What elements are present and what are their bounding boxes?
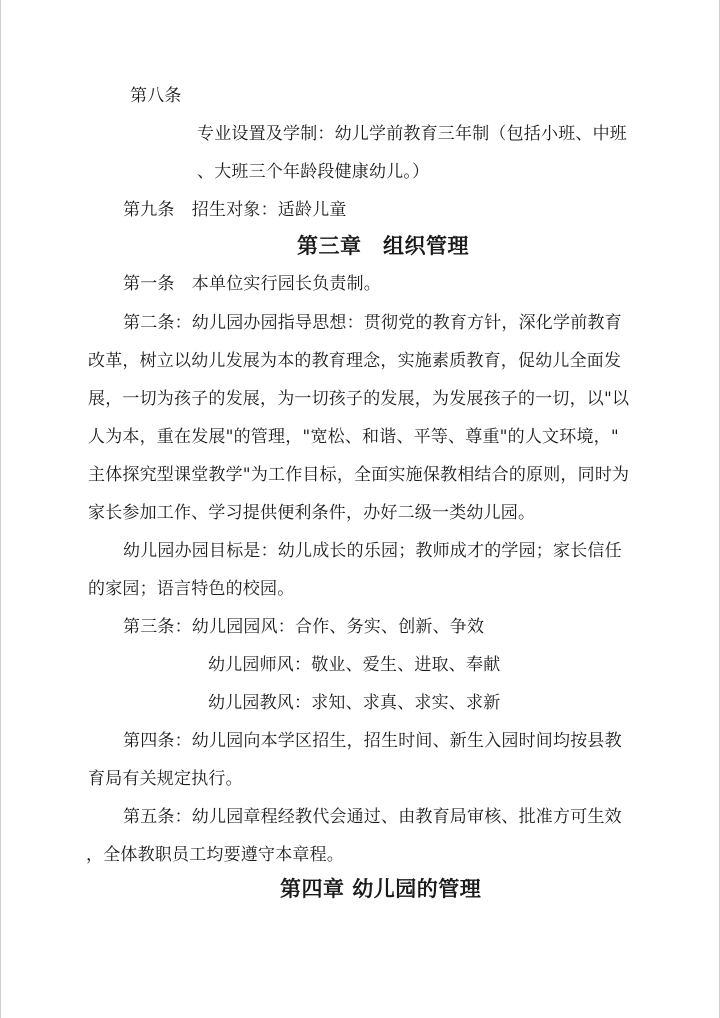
article-4-line-1: 第四条：幼儿园向本学区招生，招生时间、新生入园时间均按县教 — [123, 731, 622, 751]
article-9-line: 第九条 招生对象：适龄儿童 — [123, 200, 347, 220]
article-2-line-1: 第二条：幼儿园办园指导思想：贯彻党的教育方针，深化学前教育 — [123, 313, 622, 333]
article-8-line-2: 、大班三个年龄段健康幼儿。） — [197, 162, 430, 182]
article-2-line-2: 改革，树立以幼儿发展为本的教育理念，实施素质教育，促幼儿全面发 — [88, 351, 622, 371]
article-3-line-2: 幼儿园师风：敬业、爱生、进取、奉献 — [208, 655, 501, 675]
goal-line-2: 的家园；语言特色的校园。 — [88, 579, 295, 599]
chapter-3-title: 第三章 组织管理 — [297, 233, 469, 258]
article-8-heading: 第八条 — [130, 86, 182, 106]
article-4-line-2: 育局有关规定执行。 — [88, 769, 243, 789]
article-8-line-1: 专业设置及学制：幼儿学前教育三年制（包括小班、中班 — [197, 124, 627, 144]
article-5-line-1: 第五条：幼儿园章程经教代会通过、由教育局审核、批准方可生效 — [123, 807, 622, 827]
article-2-line-6: 家长参加工作、学习提供便利条件，办好二级一类幼儿园。 — [88, 503, 536, 523]
article-3-line-3: 幼儿园教风：求知、求真、求实、求新 — [208, 693, 501, 713]
article-2-line-3: 展，一切为孩子的发展，为一切孩子的发展，为发展孩子的一切，以"以 — [88, 389, 630, 409]
article-5-line-2: ，全体教职员工均要遵守本章程。 — [86, 845, 344, 865]
chapter-4-title: 第四章 幼儿园的管理 — [280, 876, 482, 901]
article-2-line-4: 人为本，重在发展"的管理，"宽松、和谐、平等、尊重"的人文环境，" — [88, 427, 619, 447]
article-1-line: 第一条 本单位实行园长负责制。 — [123, 274, 381, 294]
article-2-line-5: 主体探究型课堂教学"为工作目标，全面实施保教相结合的原则，同时为 — [88, 465, 630, 485]
page-edge-left — [0, 0, 1, 1018]
article-3-line-1: 第三条：幼儿园园风：合作、务实、创新、争效 — [123, 617, 485, 637]
goal-line-1: 幼儿园办园目标是：幼儿成长的乐园；教师成才的学园；家长信任 — [123, 541, 622, 561]
